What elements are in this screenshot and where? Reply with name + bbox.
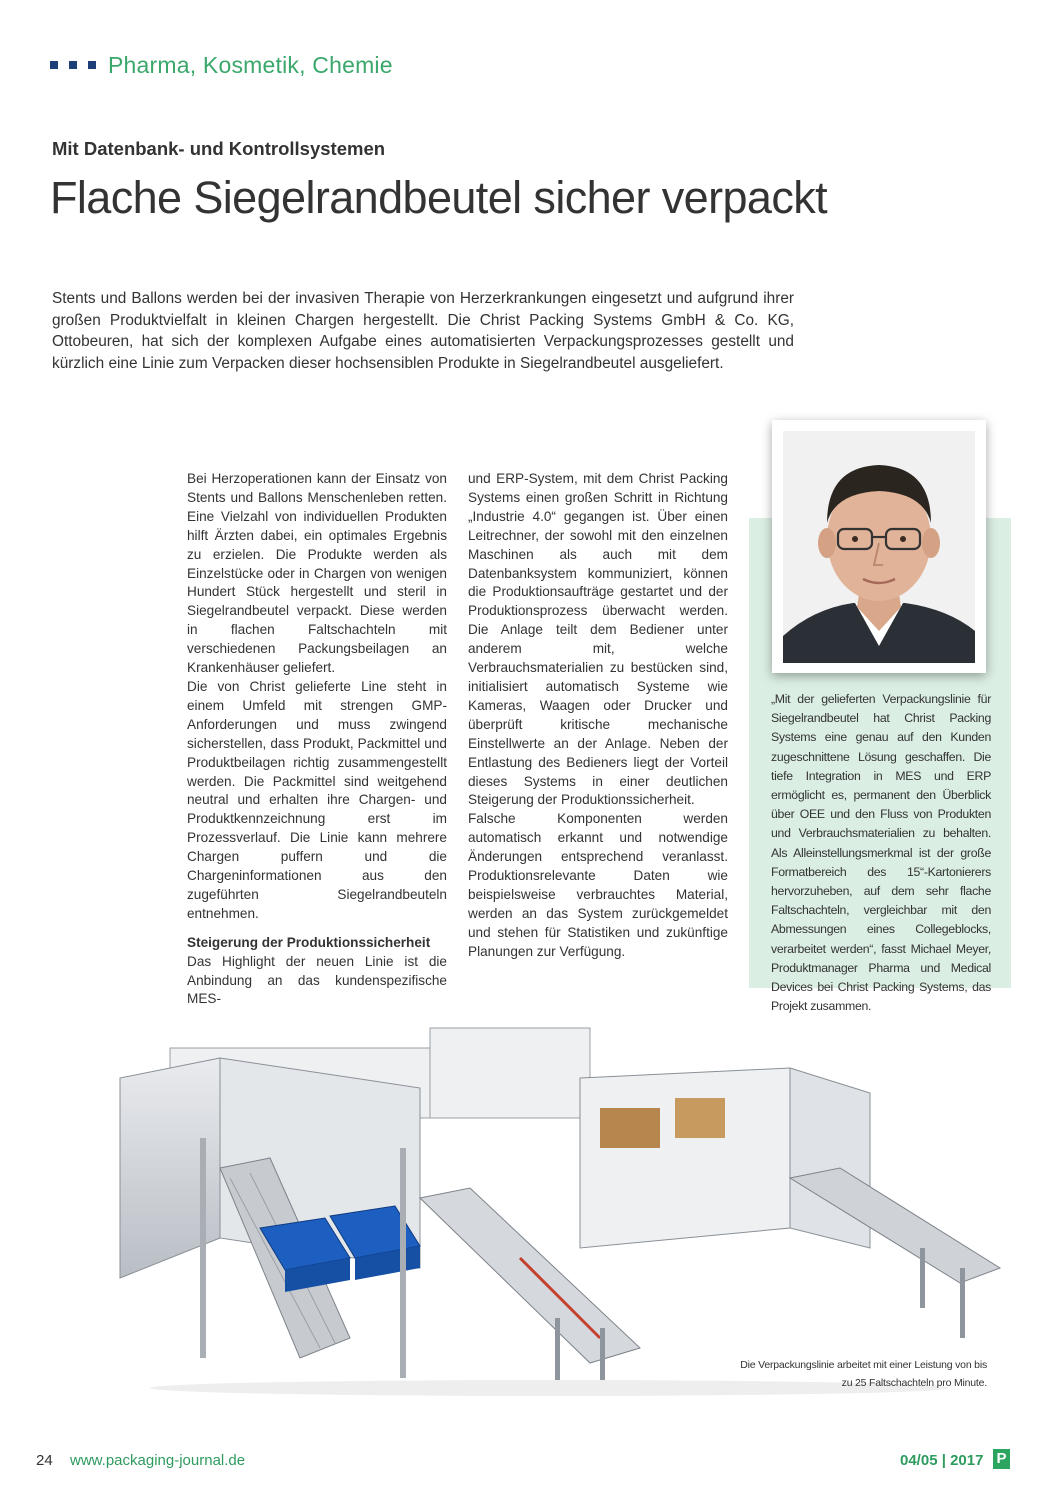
body-paragraph: Das Highlight der neuen Linie ist die Anbindung an das kundenspezifische MES- bbox=[187, 953, 447, 1007]
body-column-1 bbox=[187, 470, 447, 1009]
footer-url[interactable]: www.packaging-journal.de bbox=[70, 1452, 246, 1469]
body-paragraph: Falsche Komponenten werden automatisch erkannt und notwendige Änderungen entsprechend veranlasst. Produktionsrelevante Daten wie beispielsweise verbrauchtes Material, werden an das System zurückgemeldet und stehen für Statistiken und zukünftige Planungen zur Verfügung. bbox=[468, 811, 728, 959]
packaging-line-photo bbox=[100, 1018, 1005, 1398]
body-paragraph: Die von Christ gelieferte Line steht in einem Umfeld mit strengen GMP-Anforderungen und muss zwingend sicherstellen, dass Produkt, Packmittel und Produktbeilagen richtig zusammengestellt werden. Die Packmittel sind weitgehend neutral und erhalten ihre Chargen- und Produktkennzeichnung erst im Prozessverlauf. Die Linie kann mehrere Chargen puffern und die Chargeninformationen aus den zugeführten Siegelrandbeuteln entnehmen. bbox=[187, 678, 447, 921]
issue-label: 04/05 | 2017 bbox=[900, 1452, 984, 1469]
section-header bbox=[50, 50, 393, 80]
article-headline: Flache Siegelrandbeutel sicher verpackt bbox=[50, 172, 828, 223]
body-column-2 bbox=[468, 470, 728, 962]
body-paragraph: Bei Herzoperationen kann der Einsatz von Stents und Ballons Menschenleben retten. Eine Vielzahl von individuellen Produkten hilft Ärzten dabei, ein optimales Ergebnis zu erzielen. Die Produkte werden als Einzelstücke oder in Chargen von wenigen Hundert Stück hergestellt und steril in Siegelrandbeutel verpackt. Diese werden in flachen Faltschachteln mit verschiedenen Packungsbeilagen an Krankenhäuser geliefert. bbox=[187, 471, 447, 676]
pull-quote: „Mit der gelieferten Verpackungslinie für Siegelrandbeutel hat Christ Packing Systems eine genau auf den Kunden zugeschnittene Lösung geschaffen. Die tiefe Integration in MES und ERP ermöglicht es, permanent den Überblick über OEE und den Fluss von Produkten und Verbrauchsmaterialien zu behalten. Als Alleinstellungsmerkmal ist der große Formatbereich des 15“-Kartonierers hervorzuheben, auf dem sehr flache Faltschachteln, vergleichbar mit den Abmessungen eines Collegeblocks, verarbeitet werden“, fasst Michael Meyer, Produktmanager Pharma und Medical Devices bei Christ Packing Systems, das Projekt zusammen. bbox=[771, 692, 991, 1014]
body-paragraph: und ERP-System, mit dem Christ Packing Systems einen großen Schritt in Richtung „Industrie 4.0“ gegangen ist. Über einen Leitrechner, der sowohl mit den einzelnen Maschinen als auch mit dem Datenbanksystem kommuniziert, können die Produktionsaufträge gestartet und der Produktionsprozess überwacht werden. Die Anlage teilt dem Bediener unter anderem mit, welche Verbrauchsmaterialien zu bestücken sind, initialisiert automatisch Systeme wie Kameras, Waagen oder Drucker und überprüft kritische mechanische Einstellwerte an der Anlage. Neben der Entlastung des Bedieners liegt der Vorteil dieses Systems in einer deutlichen Steigerung der Produktionssicherheit. bbox=[468, 471, 728, 808]
section-square-icon bbox=[69, 61, 77, 69]
article-kicker: Mit Datenbank- und Kontrollsystemen bbox=[52, 138, 386, 159]
packaging-line-image bbox=[100, 1018, 1005, 1398]
section-square-icon bbox=[88, 61, 96, 69]
portrait-image bbox=[783, 431, 975, 663]
article-lead: Stents und Ballons werden bei der invasiven Therapie von Herzerkrankungen eingesetzt und aufgrund ihrer großen Produktvielfalt in kleinen Chargen hergestellt. Die Christ Packing Systems GmbH & Co. KG, Ottobeuren, hat sich der komplexen Aufgabe eines automatisierten Verpackungsprozesses gestellt und kürzlich eine Linie zum Verpacken dieser hochsensiblen Produkte in Siegelrandbeutel ausgeliefert. bbox=[52, 290, 794, 372]
section-title: Pharma, Kosmetik, Chemie bbox=[108, 51, 393, 78]
photo-caption: Die Verpackungslinie arbeitet mit einer Leistung von bis zu 25 Faltschachteln pro Minute. bbox=[740, 1359, 987, 1389]
body-subheading: Steigerung der Produktionssicherheit bbox=[187, 934, 431, 950]
page-number: 24 bbox=[36, 1452, 53, 1469]
section-square-icon bbox=[50, 61, 58, 69]
journal-logo-icon: P bbox=[993, 1449, 1010, 1469]
portrait-photo bbox=[783, 431, 975, 663]
